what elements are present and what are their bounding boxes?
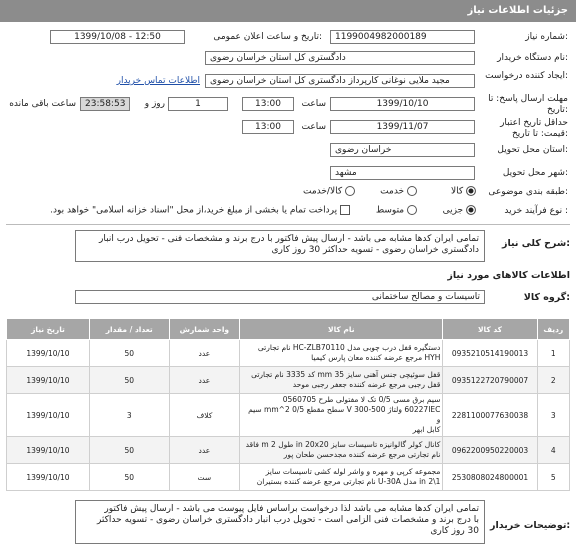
cell-date: 1399/10/10	[7, 367, 90, 394]
cell-date: 1399/10/10	[7, 340, 90, 367]
items-table	[6, 318, 570, 491]
cell-row-number: 2	[537, 367, 569, 394]
process-option-medium[interactable]: متوسط	[362, 205, 417, 216]
remaining-time-field: 23:58:53	[80, 97, 130, 111]
cell-row-number: 1	[537, 340, 569, 367]
cell-unit: عدد	[169, 367, 240, 394]
need-number-label: شماره نیاز:	[525, 32, 568, 42]
cell-date: 1399/10/10	[7, 464, 90, 491]
cell-row-number: 3	[537, 394, 569, 437]
process-option-minor[interactable]: جزیی	[426, 205, 476, 216]
radio-checked-icon[interactable]	[466, 205, 476, 215]
column-header-unit: واحد شمارش	[169, 319, 240, 340]
announce-date-label: تاریخ و ساعت اعلان عمومی:	[213, 32, 322, 42]
reply-time-label: ساعت	[301, 99, 326, 109]
cell-name: مجموعه کرپی و مهره و واشر لوله کشی تاسیسات سایز in 2\1 مدل U-30A نام تجارتی مرجع عرضه کننده بستیران	[240, 464, 443, 491]
cell-code: 0962200950220003	[443, 437, 537, 464]
need-number-field[interactable]: 1199004982000189	[330, 30, 475, 44]
category-option-goods-service[interactable]: کالا/خدمت	[285, 186, 355, 197]
validity-time-label: ساعت	[301, 122, 326, 132]
buyer-notes-label: توضیحات خریدار:	[490, 520, 571, 531]
category-label: طبقه بندی موضوعی:	[488, 187, 568, 197]
category-option-goods[interactable]: کالا	[426, 186, 476, 197]
goods-section-title: اطلاعات کالاهای مورد نیاز	[447, 270, 570, 281]
validity-date-field[interactable]: 1399/11/07	[330, 120, 475, 134]
cell-row-number: 5	[537, 464, 569, 491]
table-row	[7, 367, 570, 394]
column-header-row-number: ردیف	[537, 319, 569, 340]
cell-code: 0935122720790007	[443, 367, 537, 394]
cell-date: 1399/10/10	[7, 437, 90, 464]
cell-date: 1399/10/10	[7, 394, 90, 437]
days-field[interactable]: 1	[168, 97, 228, 111]
city-field[interactable]: مشهد	[330, 166, 475, 180]
cell-row-number: 4	[537, 437, 569, 464]
goods-group-field[interactable]: تاسیسات و مصالح ساختمانی	[75, 290, 485, 304]
buyer-org-field[interactable]: دادگستری کل استان خراسان رضوی	[205, 51, 475, 65]
buyer-notes-text: تمامی ایران کدها مشابه می باشد لذا درخواست براساس فایل پیوست می باشد - ارسال پیش فاکتور با درج برند و مشخصات فنی الزامی است - تحویل درب انبار دادگستری خراسان رضوی - تسویه حداکثر 30 روز کاری	[75, 500, 485, 544]
column-header-quantity: تعداد / مقدار	[89, 319, 169, 340]
province-field[interactable]: خراسان رضوی	[330, 143, 475, 157]
cell-unit: عدد	[169, 437, 240, 464]
cell-quantity: 50	[89, 437, 169, 464]
radio-unchecked-icon[interactable]	[345, 186, 355, 196]
radio-unchecked-icon[interactable]	[407, 186, 417, 196]
table-row	[7, 437, 570, 464]
cell-name: دستگیره قفل درب چوبی مدل HC-ZLB70110 نام تجارتی HYH مرجع عرضه کننده معان پارس کیمیا	[240, 340, 443, 367]
reply-date-field[interactable]: 1399/10/10	[330, 97, 475, 111]
column-header-code: کد کالا	[443, 319, 537, 340]
days-label: روز و	[144, 99, 165, 109]
process-type-label: نوع فرآیند خرید :	[504, 206, 568, 216]
table-header-row	[7, 319, 570, 340]
cell-code: 0935210514190013	[443, 340, 537, 367]
goods-group-label: گروه کالا:	[523, 292, 570, 303]
buyer-org-label: نام دستگاه خریدار:	[497, 53, 568, 63]
province-label: استان محل تحویل:	[497, 145, 568, 155]
treasury-payment-option[interactable]: پرداخت تمام یا بخشی از مبلغ خرید،از محل "اسناد خزانه اسلامی" خواهد بود.	[20, 205, 350, 216]
category-option-service[interactable]: خدمت	[362, 186, 417, 197]
summary-text: تمامی ایران کدها مشابه می باشد - ارسال پیش فاکتور با درج برند و مشخصات فنی - تحویل درب انبار دادگستری خراسان رضوی - تسویه حداکثر 30 روز کاری	[75, 230, 485, 262]
cell-quantity: 50	[89, 464, 169, 491]
reply-time-field[interactable]: 13:00	[242, 97, 294, 111]
reply-deadline-label: مهلت ارسال پاسخ: تا تاریخ:	[488, 94, 568, 115]
cell-quantity: 50	[89, 340, 169, 367]
summary-label: شرح کلی نیاز:	[501, 238, 570, 249]
creator-field[interactable]: مجید ملایی نوغانی کارپرداز دادگستری کل استان خراسان رضوی	[205, 74, 475, 88]
cell-quantity: 3	[89, 394, 169, 437]
checkbox-icon[interactable]	[340, 205, 350, 215]
cell-unit: عدد	[169, 340, 240, 367]
table-row	[7, 394, 570, 437]
cell-code: 2281100077630038	[443, 394, 537, 437]
validity-label: حداقل تاریخ اعتبار قیمت: تا تاریخ:	[500, 118, 568, 139]
cell-name: سیم برق مسی 0/5 تک لا مفتولی طرح 0560705 60227IEC ولتاژ 500-300 V سطح مقطع 0/5 mm^2 سیم و کابل ابهر	[240, 394, 443, 437]
cell-name: قفل سوئیچی جنس آهنی سایز 35 mm کد 3335 نام تجارتی قفل رجبی مرجع عرضه کننده جعفر رجبی موحد	[240, 367, 443, 394]
divider	[6, 224, 570, 225]
city-label: شهر محل تحویل:	[502, 168, 568, 178]
creator-label: ایجاد کننده درخواست:	[485, 71, 568, 81]
announce-date-field[interactable]: 1399/10/08 - 12:50	[50, 30, 185, 44]
radio-unchecked-icon[interactable]	[407, 205, 417, 215]
buyer-contact-link[interactable]: اطلاعات تماس خریدار	[116, 76, 200, 86]
cell-unit: کلاف	[169, 394, 240, 437]
column-header-date: تاریخ نیاز	[7, 319, 90, 340]
cell-quantity: 50	[89, 367, 169, 394]
radio-checked-icon[interactable]	[466, 186, 476, 196]
table-row	[7, 464, 570, 491]
page-header: جزئیات اطلاعات نیاز	[0, 0, 576, 22]
validity-time-field[interactable]: 13:00	[242, 120, 294, 134]
cell-code: 2530808024800001	[443, 464, 537, 491]
cell-name: کانال کولر گالوانیزه تاسیسات سایز in 20x20 طول 2 m فاقد نام تجارتی مرجع عرضه کننده مجدحسن طحان پور	[240, 437, 443, 464]
remaining-time-label: ساعت باقی مانده	[9, 99, 76, 109]
table-row	[7, 340, 570, 367]
column-header-name: نام کالا	[240, 319, 443, 340]
cell-unit: ست	[169, 464, 240, 491]
